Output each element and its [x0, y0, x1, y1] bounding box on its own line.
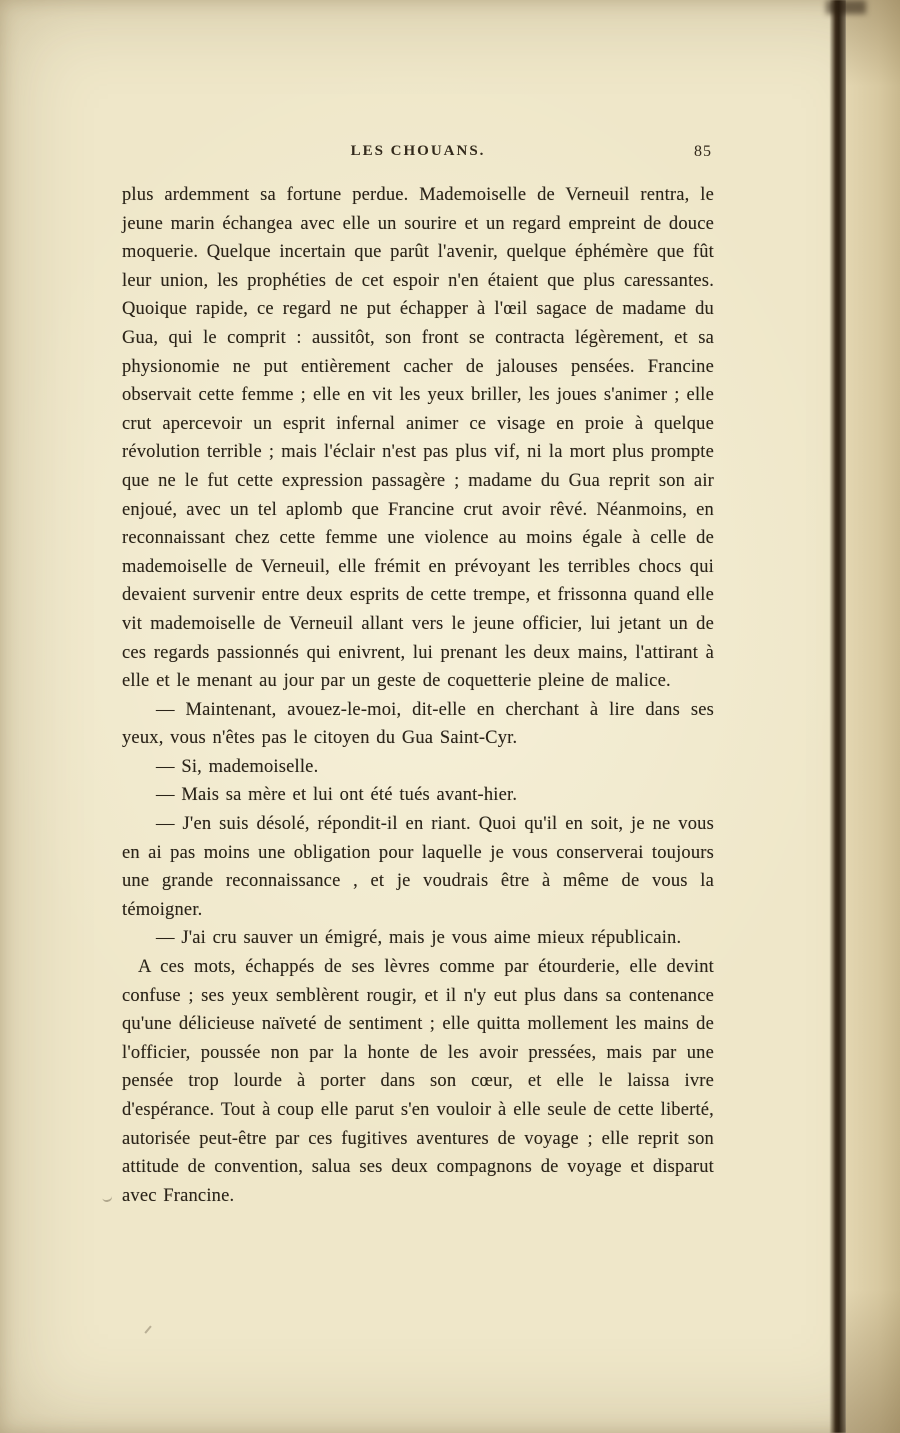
- paragraph: plus ardemment sa fortune perdue. Mademoiselle de Verneuil rentra, le jeune marin échangea avec elle un sourire et un regard empreint de douce moquerie. Quelque incertain que parût l'avenir, quelque éphémère que fût leur union, les prophéties de cet espoir n'en étaient que plus caressantes. Quoique rapide, ce regard ne put échapper à l'œil sagace de madame du Gua, qui le comprit : aussitôt, son front se contracta légèrement, et sa physionomie ne put entièrement cacher de jalouses pensées. Francine observait cette femme ; elle en vit les yeux briller, les joues s'animer ; elle crut apercevoir un esprit infernal animer ce visage en proie à quelque révolution terrible ; mais l'éclair n'est pas plus vif, ni la mort plus prompte que ne le fut cette expression passagère ; madame du Gua reprit son air enjoué, avec un tel aplomb que Francine crut avoir rêvé. Néanmoins, en reconnaissant chez cette femme une violence au moins égale à celle de mademoiselle de Verneuil, elle frémit en prévoyant les terribles chocs qui devaient survenir entre deux esprits de cette trempe, et frissonna quand elle vit mademoiselle de Verneuil allant vers le jeune officier, lui jetant un de ces regards passionnés qui enivrent, lui prenant les deux mains, l'attirant à elle et le menant au jour par un geste de coquetterie pleine de malice.: [122, 185, 714, 692]
- paragraph: — Maintenant, avouez-le-moi, dit-elle en cherchant à lire dans ses yeux, vous n'êtes pas le citoyen du Gua Saint-Cyr.: [122, 699, 714, 749]
- paper-speck: [101, 1191, 113, 1203]
- paragraph: — J'en suis désolé, répondit-il en riant. Quoi qu'il en soit, je ne vous en ai pas moins une obligation pour laquelle je vous conserverai toujours une grande reconnaissance , et je voudrais être à même de vous la témoigner.: [122, 814, 714, 920]
- paragraph: — J'ai cru sauver un émigré, mais je vous aime mieux républicain.: [156, 928, 682, 949]
- paragraph: — Si, mademoiselle.: [156, 756, 319, 777]
- page-header: [122, 143, 714, 165]
- paragraph: A ces mots, échappés de ses lèvres comme par étourderie, elle devint confuse ; ses yeux semblèrent rougir, et il n'y eut plus dans sa contenance qu'une délicieuse naïveté de sentiment ; elle quitta mollement les mains de l'officier, poussée non par la honte de les avoir pressées, mais par une pensée trop lourde à porter dans son cœur, et elle le laissa ivre d'espérance. Tout à coup elle parut s'en vouloir à elle seule de cette liberté, autorisée peut-être par ces fugitives aventures de voyage ; elle reprit son attitude de convention, salua ses deux compagnons de voyage et disparut avec Francine.: [122, 957, 714, 1206]
- page-gutter-shadow: [830, 0, 846, 1433]
- paragraph: — Mais sa mère et lui ont été tués avant-hier.: [156, 785, 518, 806]
- page-text: [122, 181, 714, 1210]
- running-title: LES CHOUANS.: [350, 143, 486, 159]
- paper-speck: [144, 1326, 158, 1340]
- page-number: 85: [694, 143, 712, 160]
- edge-smudge: [826, 0, 866, 14]
- page-outer-edge: [846, 0, 900, 1433]
